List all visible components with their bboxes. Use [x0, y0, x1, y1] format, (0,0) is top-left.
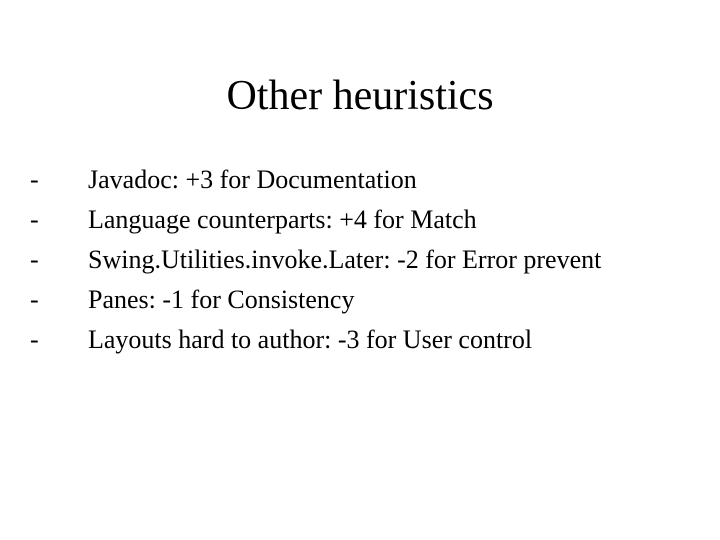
- bullet-text: Language counterparts: +4 for Match: [88, 205, 477, 234]
- bullet-item-language-counterparts: [30, 200, 700, 240]
- bullet-text: Layouts hard to author: -3 for User control: [88, 325, 533, 354]
- bullet-item-swing-utilities: [30, 240, 700, 280]
- bullet-marker: -: [30, 245, 39, 274]
- bullet-text: Swing.Utilities.invoke.Later: -2 for Error prevent: [88, 245, 602, 274]
- bullet-item-panes: [30, 280, 700, 320]
- bullet-marker: -: [30, 325, 39, 354]
- bullet-list: [30, 160, 700, 360]
- slide-title: Other heuristics: [226, 73, 494, 119]
- bullet-marker: -: [30, 165, 39, 194]
- bullet-marker: -: [30, 285, 39, 314]
- bullet-text: Javadoc: +3 for Documentation: [88, 165, 417, 194]
- bullet-marker: -: [30, 205, 39, 234]
- bullet-item-layouts: [30, 320, 700, 360]
- bullet-item-javadoc: [30, 160, 700, 200]
- bullet-text: Panes: -1 for Consistency: [88, 285, 355, 314]
